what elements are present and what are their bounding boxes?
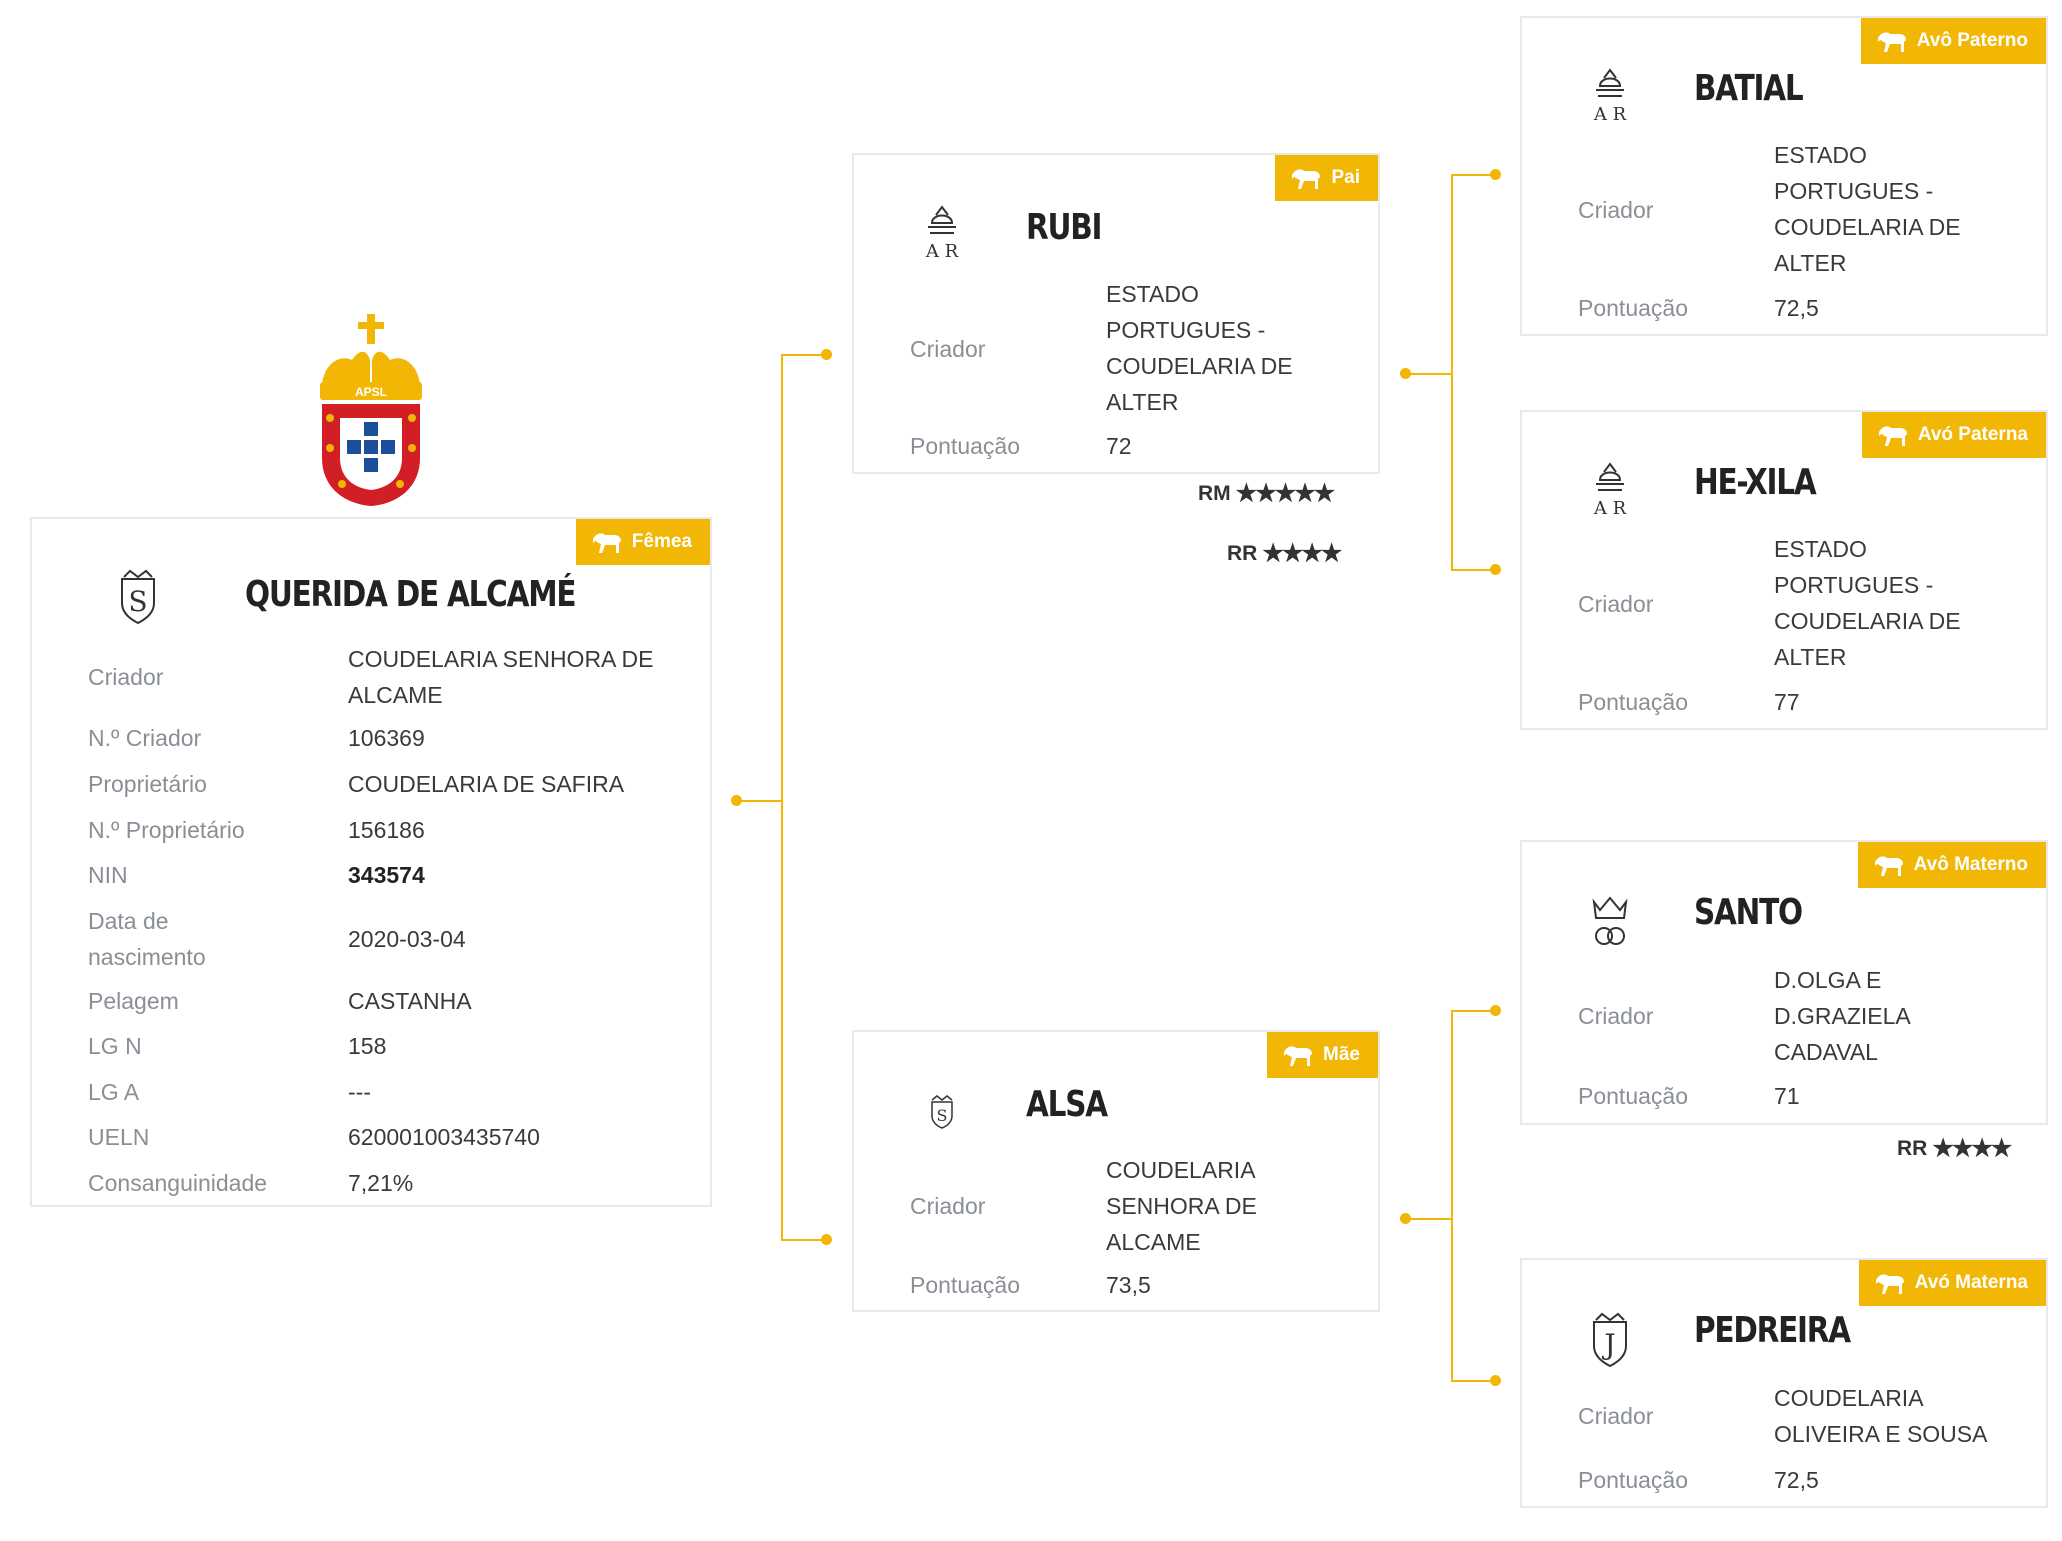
field-value: --- [348,1079,371,1105]
small-crest-brand-icon [928,1094,956,1135]
criador-value: COUDELARIA OLIVEIRA E SOUSA [1774,1385,1988,1447]
horse-name: QUERIDA DE ALCAMÉ [245,574,576,615]
field-label: NIN [88,862,128,888]
rating-label: RR [1227,541,1258,565]
svg-text:S: S [128,585,148,618]
main-horse-card[interactable] [30,517,712,1207]
nin-value: 343574 [348,862,425,888]
relation-badge [1267,1032,1378,1078]
badge-label: Mãe [1323,1044,1360,1065]
crown-rings-brand-icon [1588,892,1632,955]
horse-icon [1281,1042,1315,1068]
svg-text:A R: A R [1593,498,1627,518]
horse-icon [1873,1270,1907,1296]
horse-name: BATIAL [1694,68,1803,109]
badge-label: Avô Paterno [1916,30,2028,51]
relation-badge [1275,155,1378,201]
criador-value: ESTADO PORTUGUES - COUDELARIA DE ALTER [1106,281,1293,415]
badge-label: Avó Materna [1914,1272,2028,1293]
connector-dot [1490,1005,1501,1016]
field-value: 106369 [348,725,425,751]
field-label: Criador [88,664,164,690]
connector-dot [731,795,742,806]
field-label: UELN [88,1124,150,1150]
parent-card-mae[interactable] [852,1030,1380,1312]
pontuacao-label: Pontuação [1578,1083,1688,1109]
criador-label: Criador [1578,197,1654,223]
ar-crown-brand-icon [1586,64,1634,129]
criador-value: ESTADO PORTUGUES - COUDELARIA DE ALTER [1774,536,1961,670]
svg-text:S: S [936,1106,948,1125]
connector-dot [1400,368,1411,379]
horse-name: RUBI [1026,207,1102,248]
rating-rr [1897,1134,2010,1163]
field-label: N.º Proprietário [88,817,245,843]
connector-dot [821,1234,832,1245]
grandparent-card-avo-materna[interactable] [1520,1258,2048,1508]
ar-crown-brand-icon [1586,458,1634,523]
relation-badge [1858,842,2046,888]
rating-label: RM [1198,481,1231,505]
field-label: LG N [88,1033,142,1059]
connector-dot [821,349,832,360]
badge-label: Fêmea [631,531,692,552]
field-label: Pelagem [88,988,179,1014]
star-icon: ★★★★ [1932,1135,2011,1162]
grandparent-card-avo-materno[interactable] [1520,840,2048,1125]
pontuacao-label: Pontuação [1578,295,1688,321]
pontuacao-value: 71 [1774,1083,1800,1109]
horse-name: PEDREIRA [1694,1310,1850,1351]
badge-label: Avó Paterna [1917,424,2028,445]
pontuacao-label: Pontuação [1578,1467,1688,1493]
pontuacao-value: 73,5 [1106,1272,1151,1298]
connector-dot [1490,564,1501,575]
grandparent-card-avo-paterna[interactable] [1520,410,2048,730]
svg-text:J: J [1604,1328,1616,1361]
field-value: 2020-03-04 [348,926,466,952]
relation-badge [1859,1260,2046,1306]
connector-dot [1490,1375,1501,1386]
pontuacao-label: Pontuação [1578,689,1688,715]
pontuacao-value: 72,5 [1774,295,1819,321]
svg-text:A R: A R [925,241,959,261]
badge-label: Avô Materno [1913,854,2028,875]
pontuacao-value: 77 [1774,689,1800,715]
criador-label: Criador [910,336,986,362]
field-label: Proprietário [88,771,207,797]
star-icon: ★★★★ [1262,540,1341,567]
connector-dot [1490,169,1501,180]
svg-text:A R: A R [1593,104,1627,124]
apsl-logo [312,308,430,508]
criador-value: D.OLGA E D.GRAZIELA CADAVAL [1774,967,1910,1065]
horse-name: ALSA [1026,1084,1107,1125]
badge-label: Pai [1331,167,1360,188]
s-crest-brand-icon [116,569,160,630]
field-label: LG A [88,1079,140,1105]
criador-label: Criador [1578,1003,1654,1029]
field-value: CASTANHA [348,988,472,1014]
svg-text:APSL: APSL [354,385,388,399]
s-shield-brand-icon [1588,1312,1632,1373]
field-value: 7,21% [348,1170,414,1196]
ar-crown-brand-icon [918,201,966,266]
relation-badge [1862,412,2046,458]
field-value: COUDELARIA DE SAFIRA [348,771,625,797]
criador-value: ESTADO PORTUGUES - COUDELARIA DE ALTER [1774,142,1961,276]
field-value: COUDELARIA SENHORA DE ALCAME [348,646,654,708]
field-value: 620001003435740 [348,1124,540,1150]
pontuacao-value: 72 [1106,433,1132,459]
horse-icon [1875,28,1909,54]
rating-rr [1227,539,1340,568]
criador-label: Criador [910,1193,986,1219]
field-label: Data de nascimento [88,908,206,970]
sex-badge [576,519,710,565]
rating-label: RR [1897,1136,1928,1160]
criador-label: Criador [1578,1403,1654,1429]
horse-icon [1876,422,1910,448]
connector-dot [1400,1213,1411,1224]
pontuacao-label: Pontuação [910,1272,1020,1298]
field-label: N.º Criador [88,725,202,751]
criador-label: Criador [1578,591,1654,617]
parent-card-pai[interactable] [852,153,1380,474]
pontuacao-label: Pontuação [910,433,1020,459]
horse-name: HE-XILA [1694,462,1816,503]
relation-badge [1861,18,2046,64]
field-value: 156186 [348,817,425,843]
grandparent-card-avo-paterno[interactable] [1520,16,2048,336]
horse-icon [1289,165,1323,191]
horse-icon [590,529,624,555]
field-value: 158 [348,1033,387,1059]
criador-value: COUDELARIA SENHORA DE ALCAME [1106,1157,1257,1255]
rating-rm [1198,479,1333,508]
horse-icon [1872,852,1906,878]
horse-name: SANTO [1694,892,1802,933]
pontuacao-value: 72,5 [1774,1467,1819,1493]
field-label: Consanguinidade [88,1170,268,1196]
star-icon: ★★★★★ [1235,480,1334,507]
